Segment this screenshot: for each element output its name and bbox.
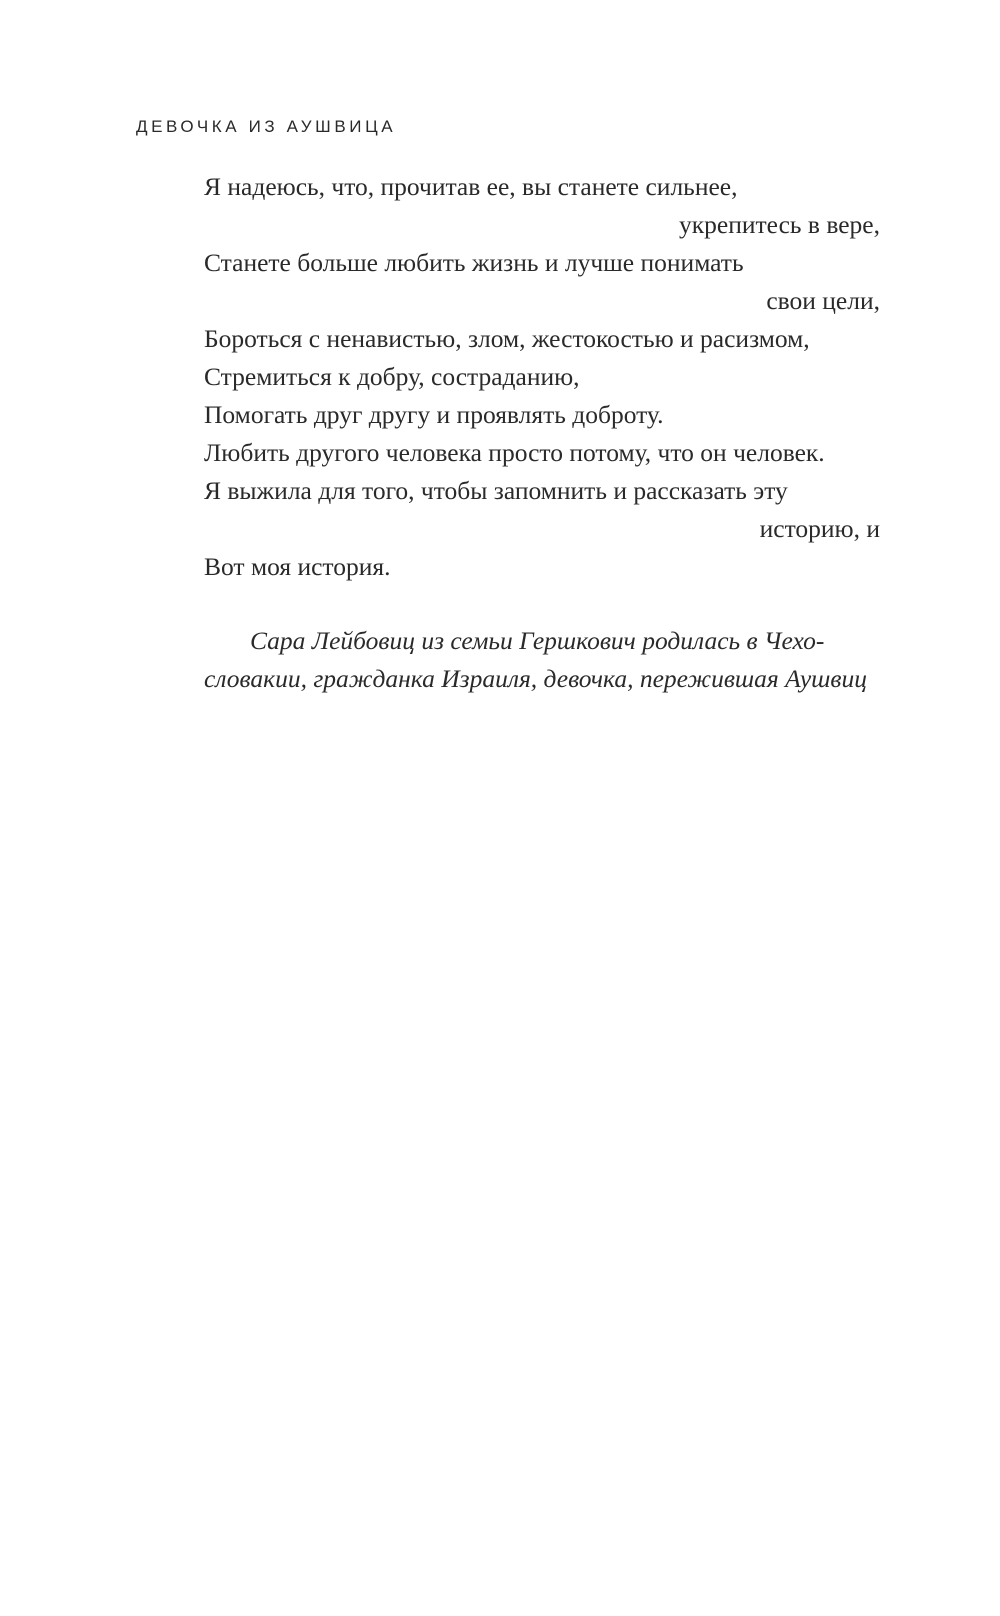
attribution [204,622,900,698]
poem-line: Стремиться к добру, состраданию, [204,362,580,391]
poem-line: Любить другого человека просто потому, что он человек. [204,438,825,467]
poem-line: Вот моя история. [204,552,391,581]
poem-line: Станете больше любить жизнь и лучше понимать [204,248,744,277]
poem-line: Бороться с ненавистью, злом, жестокостью и расизмом, [204,324,810,353]
attribution-line: словакии, гражданка Израиля, девочка, пережившая Аушвиц [204,664,867,693]
poem-line: Я выжила для того, чтобы запомнить и рассказать эту [204,476,788,505]
poem-line: Помогать друг другу и проявлять доброту. [204,400,664,429]
running-header: ДЕВОЧКА ИЗ АУШВИЦА [136,117,397,136]
poem [204,168,900,586]
poem-line: Я надеюсь, что, прочитав ее, вы станете сильнее, [204,172,738,201]
poem-line-continuation: свои цели, [766,286,880,315]
attribution-line: Сара Лейбовиц из семьи Гершкович родилась в Чехо- [250,626,825,655]
poem-line-continuation: историю, и [759,514,880,543]
poem-line-continuation: укрепитесь в вере, [679,210,880,239]
